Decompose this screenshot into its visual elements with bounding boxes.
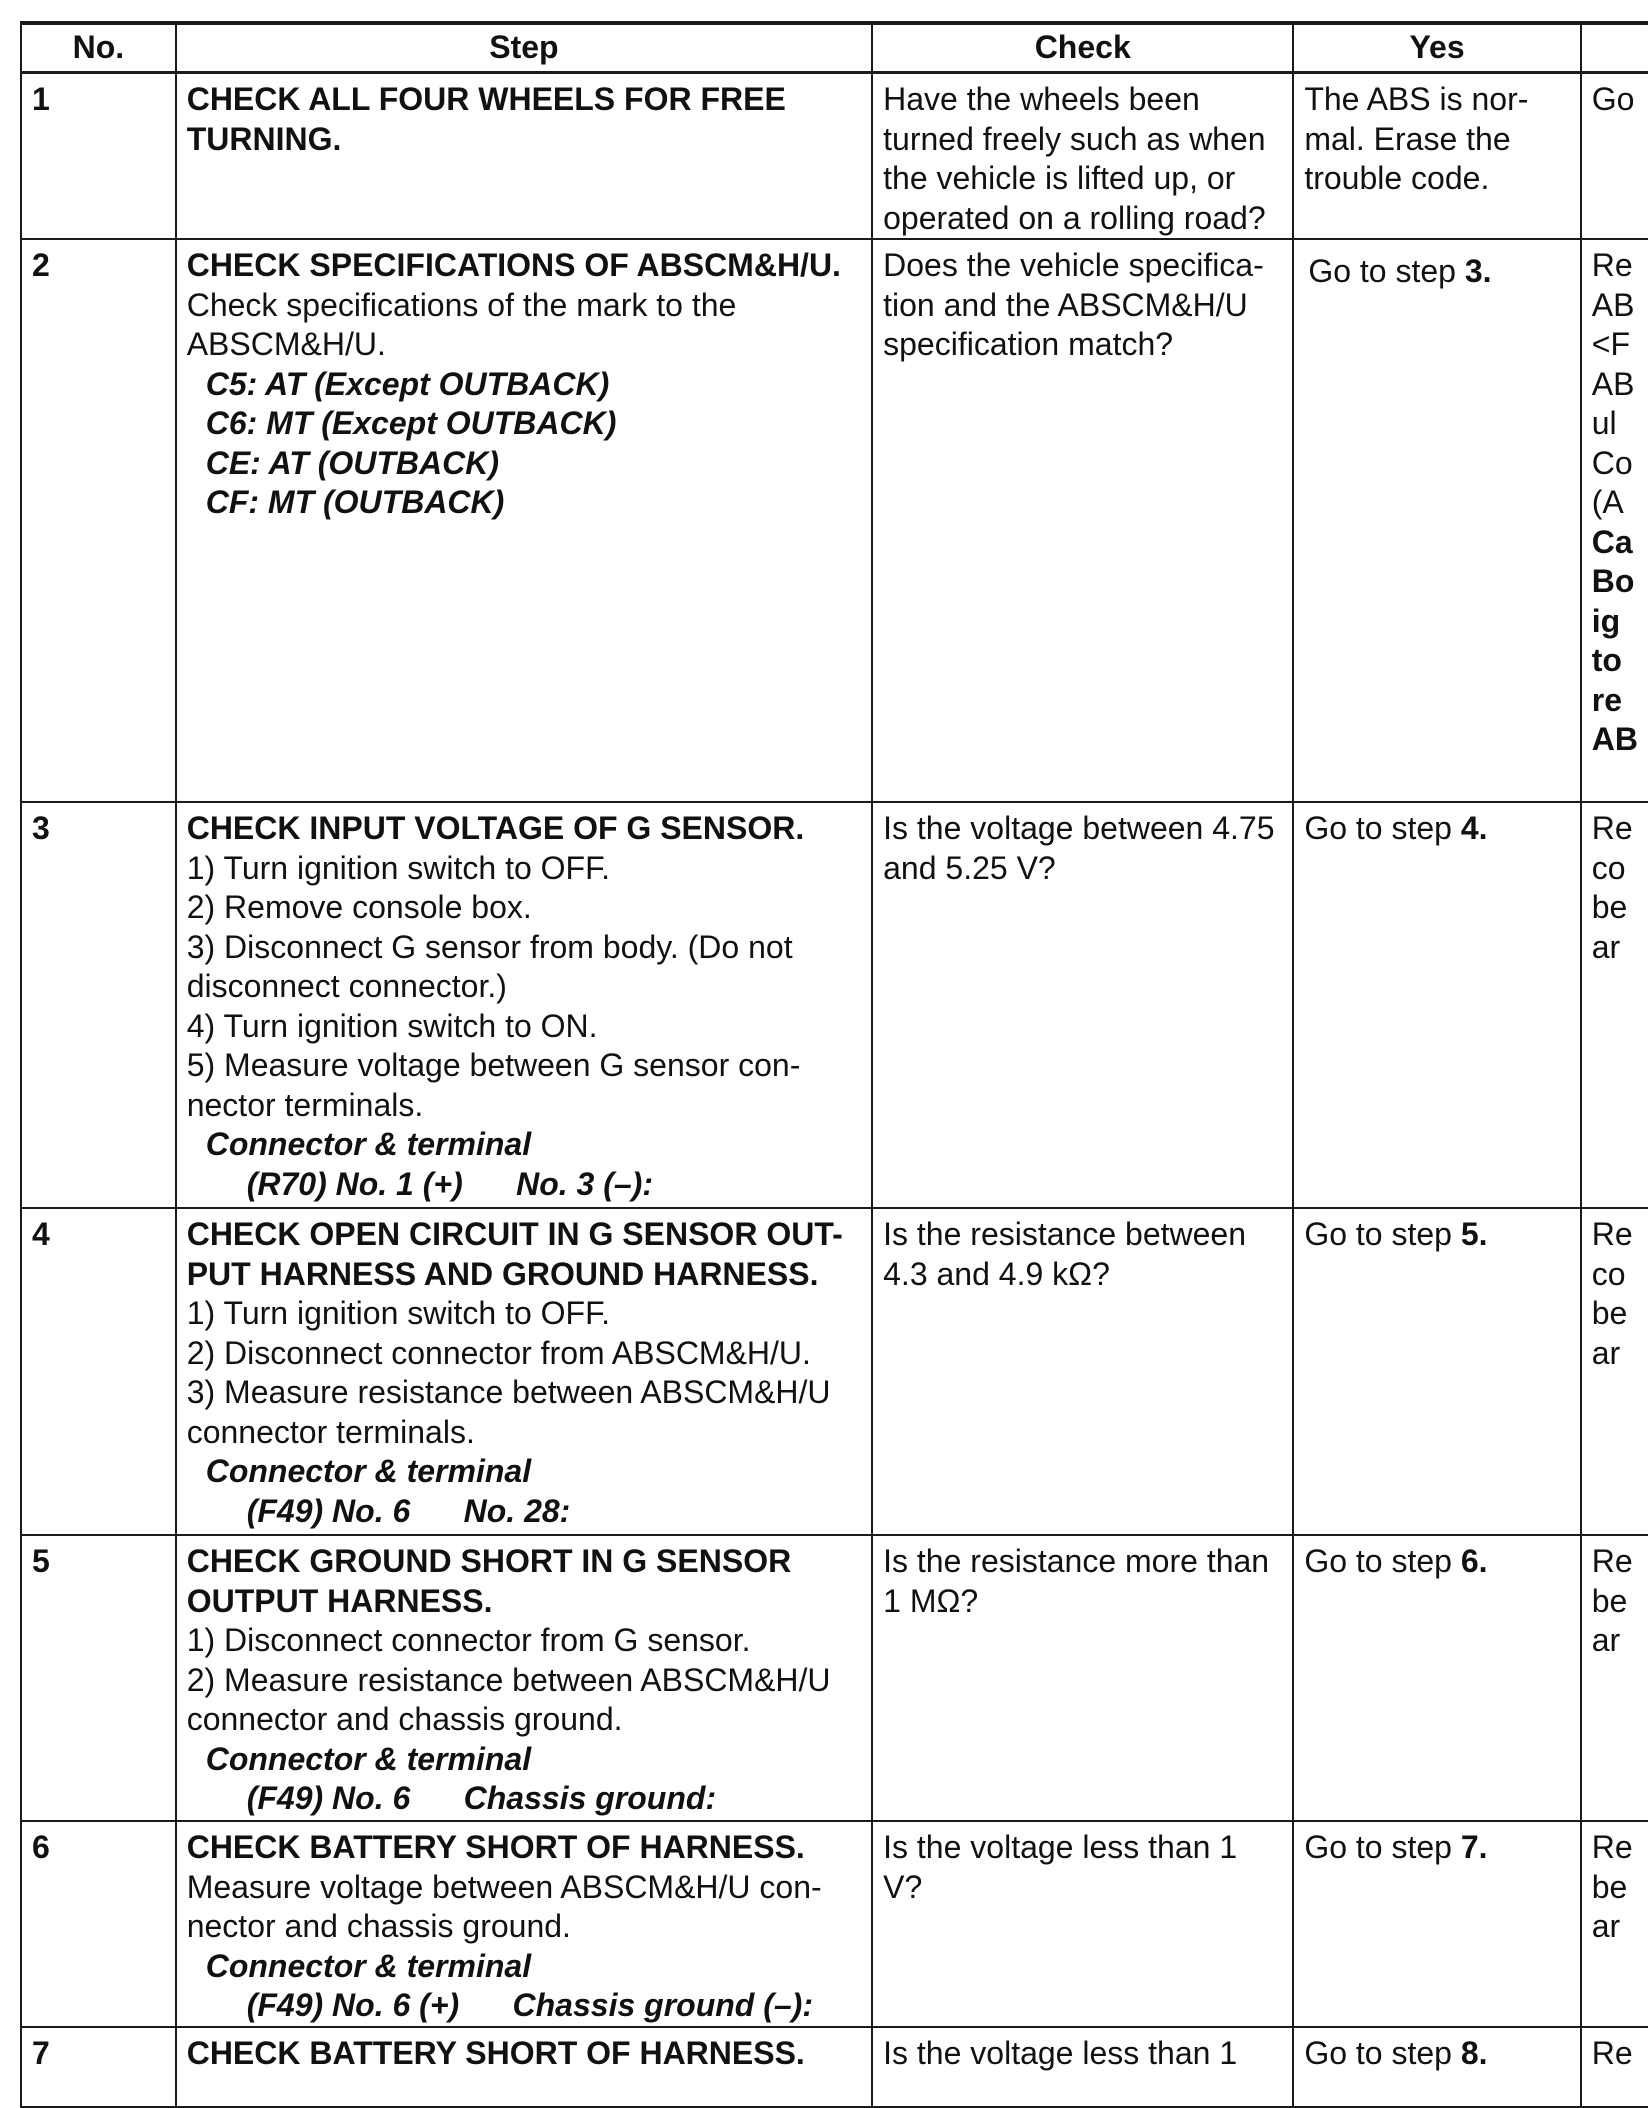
- yes-prefix: Go to step: [1304, 1216, 1461, 1252]
- yes-step-ref: 4.: [1460, 810, 1488, 846]
- check-cell: Is the voltage less than 1: [872, 2027, 1293, 2107]
- no-answer-line: Go: [1591, 81, 1635, 117]
- step-cell: [176, 1821, 872, 2027]
- no-answer-cell: [1581, 802, 1648, 1208]
- table-row: [21, 73, 1648, 240]
- check-cell: Is the voltage less than 1 V?: [872, 1821, 1293, 2027]
- connector-label: Connector & terminal: [205, 1126, 532, 1162]
- check-cell: Is the resistance between 4.3 and 4.9 kΩ?: [872, 1208, 1293, 1535]
- instruction-item: 3) Disconnect G sensor from body. (Do not disconnect connector.): [186, 928, 793, 1004]
- step-number: 5: [21, 1535, 176, 1821]
- spec-item: CF: MT (OUTBACK): [205, 484, 505, 520]
- instruction-item: 2) Remove console box.: [186, 889, 532, 925]
- no-answer-line: Co: [1591, 444, 1633, 481]
- step-title: CHECK SPECIFICATIONS OF ABSCM&H/U.: [186, 247, 841, 283]
- check-cell: Does the vehicle specifica-tion and the ABSCM&H/U specification match?: [872, 239, 1293, 802]
- yes-step-ref: 6.: [1460, 1543, 1488, 1579]
- yes-cell: [1293, 1535, 1580, 1821]
- yes-step-ref: 8.: [1460, 2034, 1488, 2071]
- step-body: Measure voltage between ABSCM&H/U con-nector and chassis ground.: [186, 1868, 822, 1944]
- step-number: 2: [21, 239, 176, 802]
- no-answer-line: Re: [1591, 2034, 1633, 2071]
- header-yes: Yes: [1293, 23, 1580, 73]
- yes-step-ref: 5.: [1460, 1216, 1488, 1252]
- table-row: [21, 239, 1648, 802]
- yes-cell: [1293, 239, 1580, 802]
- step-number: 6: [21, 1821, 176, 2027]
- no-answer-line: be: [1591, 1868, 1628, 1905]
- table-row: [21, 802, 1648, 1208]
- no-answer-line: AB: [1591, 286, 1635, 323]
- instruction-item: 1) Turn ignition switch to OFF.: [186, 849, 610, 886]
- table-row: [21, 1535, 1648, 1821]
- step-number: 1: [21, 73, 176, 240]
- no-answer-line: Bo: [1591, 563, 1635, 599]
- instruction-item: 2) Measure resistance between ABSCM&H/U connector and chassis ground.: [186, 1661, 831, 1737]
- yes-cell: [1293, 1821, 1580, 2027]
- no-answer-cell: [1581, 239, 1648, 802]
- no-answer-cell: [1581, 73, 1648, 240]
- no-answer-line: ig: [1591, 602, 1621, 639]
- step-number: 7: [21, 2027, 176, 2107]
- no-answer-line: ar: [1591, 928, 1621, 965]
- connector-label: Connector & terminal: [205, 1947, 532, 1984]
- step-title: CHECK BATTERY SHORT OF HARNESS.: [186, 2034, 805, 2071]
- table-row: [21, 1208, 1648, 1535]
- instruction-item: 4) Turn ignition switch to ON.: [186, 1007, 598, 1044]
- step-title: CHECK INPUT VOLTAGE OF G SENSOR.: [186, 810, 805, 846]
- no-answer-line: be: [1591, 889, 1628, 925]
- step-number: 3: [21, 802, 176, 1208]
- step-cell: [176, 1535, 872, 1821]
- yes-prefix: Go to step: [1304, 1829, 1461, 1865]
- yes-cell: [1293, 1208, 1580, 1535]
- instruction-item: 1) Disconnect connector from G sensor.: [186, 1622, 751, 1658]
- yes-step-ref: 7.: [1460, 1829, 1488, 1865]
- header-no: No.: [21, 23, 176, 73]
- no-answer-line: to: [1591, 642, 1622, 678]
- step-cell: [176, 1208, 872, 1535]
- step-number: 4: [21, 1208, 176, 1535]
- no-answer-cell: [1581, 2027, 1648, 2107]
- step-cell: [176, 73, 872, 240]
- instruction-item: 2) Disconnect connector from ABSCM&H/U.: [186, 1334, 811, 1371]
- spec-item: C6: MT (Except OUTBACK): [205, 405, 617, 441]
- connector-value: (F49) No. 6 (+) Chassis ground (–):: [246, 1987, 813, 2023]
- check-cell: Is the voltage between 4.75 and 5.25 V?: [872, 802, 1293, 1208]
- no-answer-line: re: [1591, 681, 1622, 718]
- instruction-item: 3) Measure resistance between ABSCM&H/U connector terminals.: [186, 1374, 831, 1450]
- step-title: CHECK GROUND SHORT IN G SENSOR OUTPUT HARNESS.: [186, 1543, 792, 1619]
- instruction-item: 5) Measure voltage between G sensor con-nector terminals.: [186, 1047, 801, 1123]
- connector-label: Connector & terminal: [205, 1740, 532, 1777]
- no-answer-line: Ca: [1591, 523, 1633, 560]
- table-row: [21, 1821, 1648, 2027]
- yes-cell: The ABS is nor-mal. Erase the trouble code.: [1293, 73, 1580, 240]
- no-answer-cell: [1581, 1821, 1648, 2027]
- spec-item: CE: AT (OUTBACK): [205, 444, 499, 481]
- instruction-item: 1) Turn ignition switch to OFF.: [186, 1295, 610, 1331]
- no-answer-line: co: [1591, 849, 1626, 886]
- yes-cell: [1293, 802, 1580, 1208]
- no-answer-cell: [1581, 1208, 1648, 1535]
- no-answer-line: ul: [1591, 405, 1617, 441]
- header-no-answer: [1581, 23, 1648, 73]
- yes-step-ref: 3.: [1464, 253, 1492, 289]
- yes-prefix: Go to step: [1304, 2034, 1461, 2071]
- no-answer-line: co: [1591, 1255, 1626, 1292]
- yes-prefix: Go to step: [1304, 1543, 1461, 1579]
- header-check: Check: [872, 23, 1293, 73]
- no-answer-line: AB: [1591, 721, 1638, 757]
- connector-value: (F49) No. 6 No. 28:: [246, 1492, 571, 1529]
- connector-label: Connector & terminal: [205, 1453, 532, 1489]
- no-answer-line: Re: [1591, 247, 1633, 283]
- table-row: [21, 2027, 1648, 2107]
- step-title: CHECK OPEN CIRCUIT IN G SENSOR OUT-PUT HARNESS AND GROUND HARNESS.: [186, 1216, 843, 1292]
- step-cell: [176, 239, 872, 802]
- step-cell: [176, 2027, 872, 2107]
- connector-value: (R70) No. 1 (+) No. 3 (–):: [246, 1165, 653, 1202]
- table-header-row: [21, 23, 1648, 73]
- no-answer-line: Re: [1591, 810, 1633, 846]
- check-cell: Is the resistance more than 1 MΩ?: [872, 1535, 1293, 1821]
- no-answer-line: ar: [1591, 1908, 1621, 1944]
- yes-prefix: Go to step: [1308, 253, 1465, 289]
- header-step: Step: [176, 23, 872, 73]
- no-answer-line: <F: [1591, 326, 1630, 362]
- spec-item: C5: AT (Except OUTBACK): [205, 365, 610, 402]
- no-answer-line: Re: [1591, 1829, 1633, 1865]
- no-answer-line: AB: [1591, 365, 1635, 402]
- no-answer-line: ar: [1591, 1334, 1621, 1371]
- connector-value: (F49) No. 6 Chassis ground:: [246, 1780, 717, 1816]
- check-cell: Have the wheels been turned freely such as when the vehicle is lifted up, or operated on a rolling road?: [872, 73, 1293, 240]
- yes-cell: [1293, 2027, 1580, 2107]
- no-answer-line: (A: [1591, 484, 1624, 520]
- step-cell: [176, 802, 872, 1208]
- diagnostic-table: [20, 21, 1648, 2108]
- no-answer-line: be: [1591, 1295, 1628, 1331]
- no-answer-line: be: [1591, 1582, 1628, 1619]
- step-title: CHECK ALL FOUR WHEELS FOR FREE TURNING.: [186, 81, 786, 157]
- no-answer-line: ar: [1591, 1622, 1621, 1658]
- no-answer-line: Re: [1591, 1216, 1633, 1252]
- step-body: Check specifications of the mark to the ABSCM&H/U.: [186, 286, 737, 362]
- step-title: CHECK BATTERY SHORT OF HARNESS.: [186, 1829, 805, 1865]
- yes-prefix: Go to step: [1304, 810, 1461, 846]
- no-answer-cell: [1581, 1535, 1648, 1821]
- no-answer-line: Re: [1591, 1543, 1633, 1579]
